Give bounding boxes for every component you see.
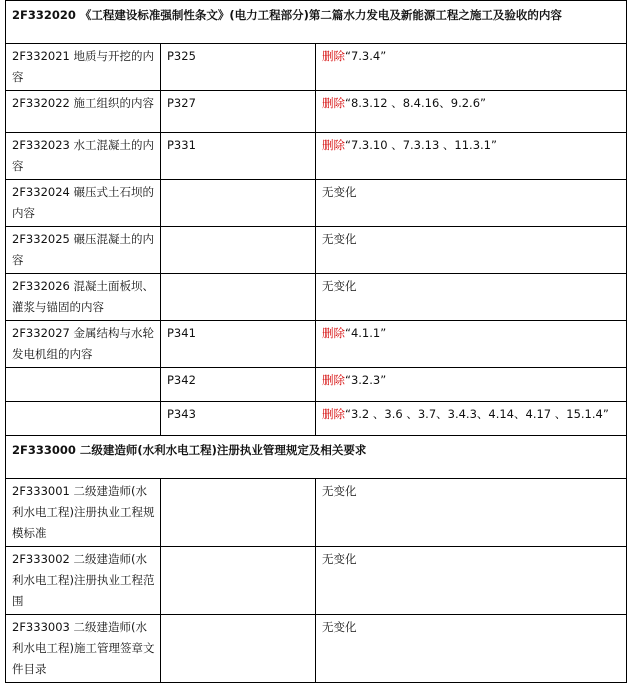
page-cell — [161, 227, 316, 274]
section-code-cell: 2F333002 二级建造师(水利水电工程)注册执业工程范围 — [6, 547, 161, 615]
section-header-row — [6, 1, 627, 44]
table-row — [6, 180, 627, 227]
section-code-cell: 2F332022 施工组织的内容 — [6, 91, 161, 133]
page-cell: P341 — [161, 321, 316, 368]
change-text: 无变化 — [322, 620, 357, 634]
change-cell — [316, 91, 627, 133]
page-cell: P342 — [161, 368, 316, 402]
change-cell — [316, 133, 627, 180]
section-header-row — [6, 436, 627, 479]
change-text: “3.2.3” — [345, 373, 387, 387]
table-row — [6, 402, 627, 436]
table-row — [6, 368, 627, 402]
changes-table — [5, 0, 627, 683]
page-cell — [161, 180, 316, 227]
section-code-cell: 2F332021 地质与开挖的内容 — [6, 44, 161, 91]
table-row — [6, 91, 627, 133]
page-cell: P325 — [161, 44, 316, 91]
page-cell — [161, 274, 316, 321]
change-text: “3.2 、3.6 、3.7、3.4.3、4.14、4.17 、15.1.4” — [345, 407, 609, 421]
delete-label: 删除 — [322, 96, 345, 110]
change-text: “7.3.4” — [345, 49, 387, 63]
table-row — [6, 44, 627, 91]
change-text: “8.3.12 、8.4.16、9.2.6” — [345, 96, 486, 110]
section-code-cell: 2F332024 碾压式土石坝的内容 — [6, 180, 161, 227]
change-cell — [316, 402, 627, 436]
section-code-cell: 2F333003 二级建造师(水利水电工程)施工管理签章文件目录 — [6, 615, 161, 683]
table-row — [6, 321, 627, 368]
delete-label: 删除 — [322, 407, 345, 421]
section-code-cell: 2F332023 水工混凝土的内容 — [6, 133, 161, 180]
change-cell — [316, 44, 627, 91]
change-text: 无变化 — [322, 279, 357, 293]
change-cell — [316, 274, 627, 321]
section-code-cell — [6, 368, 161, 402]
delete-label: 删除 — [322, 326, 345, 340]
page-cell: P331 — [161, 133, 316, 180]
change-text: “4.1.1” — [345, 326, 387, 340]
delete-label: 删除 — [322, 373, 345, 387]
page-cell — [161, 547, 316, 615]
change-text: 无变化 — [322, 232, 357, 246]
section-heading: 2F332020 《工程建设标准强制性条文》(电力工程部分)第二篇水力发电及新能源工程之施工及验收的内容 — [6, 1, 627, 44]
change-cell — [316, 180, 627, 227]
change-cell — [316, 368, 627, 402]
table-row — [6, 133, 627, 180]
section-code-cell: 2F332025 碾压混凝土的内容 — [6, 227, 161, 274]
table-row — [6, 547, 627, 615]
section-code-cell — [6, 402, 161, 436]
table-row — [6, 274, 627, 321]
table-row — [6, 479, 627, 547]
page-cell — [161, 615, 316, 683]
change-text: 无变化 — [322, 484, 357, 498]
page-cell: P343 — [161, 402, 316, 436]
delete-label: 删除 — [322, 49, 345, 63]
change-text: 无变化 — [322, 185, 357, 199]
table-row — [6, 227, 627, 274]
change-text: 无变化 — [322, 552, 357, 566]
delete-label: 删除 — [322, 138, 345, 152]
change-cell — [316, 479, 627, 547]
change-cell — [316, 227, 627, 274]
section-code-cell: 2F332027 金属结构与水轮发电机组的内容 — [6, 321, 161, 368]
page-cell: P327 — [161, 91, 316, 133]
change-cell — [316, 547, 627, 615]
table-row — [6, 615, 627, 683]
section-code-cell: 2F333001 二级建造师(水利水电工程)注册执业工程规模标准 — [6, 479, 161, 547]
change-cell — [316, 321, 627, 368]
change-cell — [316, 615, 627, 683]
section-heading: 2F333000 二级建造师(水利水电工程)注册执业管理规定及相关要求 — [6, 436, 627, 479]
section-code-cell: 2F332026 混凝土面板坝、灌浆与锚固的内容 — [6, 274, 161, 321]
change-text: “7.3.10 、7.3.13 、11.3.1” — [345, 138, 497, 152]
page-cell — [161, 479, 316, 547]
